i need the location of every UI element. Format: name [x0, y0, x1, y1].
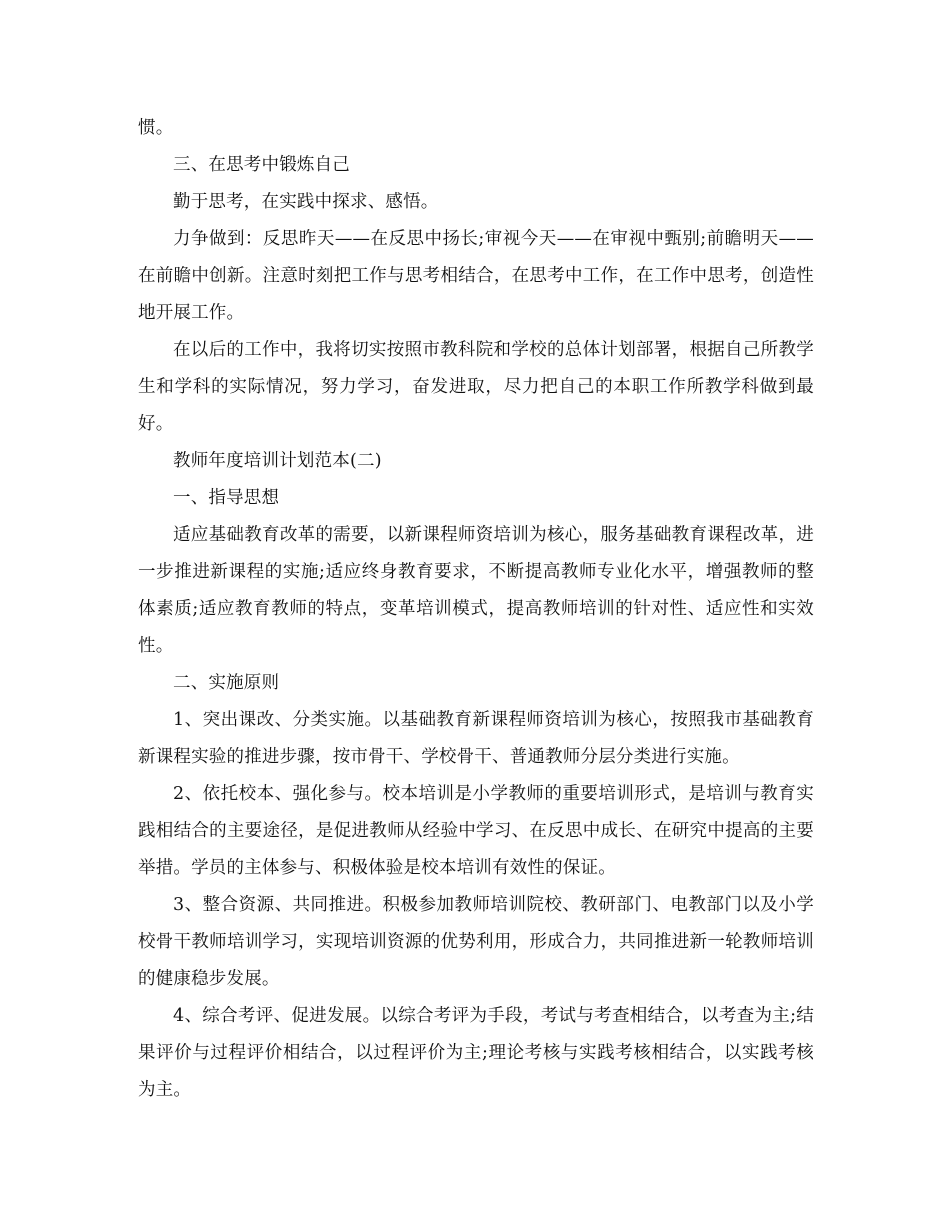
- paragraph: 力争做到：反思昨天——在反思中扬长;审视今天——在审视中甄别;前瞻明天——在前瞻中创新。注意时刻把工作与思考相结合，在思考中工作，在工作中思考，创造性地开展工作。: [138, 229, 814, 323]
- paragraph: 1、突出课改、分类实施。以基础教育新课程师资培训为核心，按照我市基础教育新课程实验的推进步骤，按市骨干、学校骨干、普通教师分层分类进行实施。: [138, 710, 814, 767]
- paragraph: 适应基础教育改革的需要，以新课程师资培训为核心，服务基础教育课程改革，进一步推进新课程的实施;适应终身教育要求，不断提高教师专业化水平，增强教师的整体素质;适应教育教师的特点，变革培训模式，提高教师培训的针对性、适应性和实效性。: [138, 525, 814, 656]
- document-page: [138, 110, 814, 1109]
- paragraph: 4、综合考评、促进发展。以综合考评为手段，考试与考查相结合，以考查为主;结果评价与过程评价相结合，以过程评价为主;理论考核与实践考核相结合，以实践考核为主。: [138, 1006, 814, 1100]
- paragraph: 在以后的工作中，我将切实按照市教科院和学校的总体计划部署，根据自己所教学生和学科的实际情况，努力学习，奋发进取，尽力把自己的本职工作所教学科做到最好。: [138, 340, 814, 434]
- section-heading: 三、在思考中锻炼自己: [173, 155, 350, 175]
- paragraph: 2、依托校本、强化参与。校本培训是小学教师的重要培训形式，是培训与教育实践相结合的主要途径，是促进教师从经验中学习、在反思中成长、在研究中提高的主要举措。学员的主体参与、积极体验是校本培训有效性的保证。: [138, 784, 814, 878]
- section-heading: 二、实施原则: [173, 673, 280, 693]
- section-heading: 一、指导思想: [173, 488, 280, 508]
- document-subtitle: 教师年度培训计划范本(二): [173, 451, 382, 471]
- paragraph: 勤于思考，在实践中探求、感悟。: [173, 192, 439, 212]
- paragraph: 惯。: [138, 118, 174, 138]
- paragraph: 3、整合资源、共同推进。积极参加教师培训院校、教研部门、电教部门以及小学校骨干教师培训学习，实现培训资源的优势利用，形成合力，共同推进新一轮教师培训的健康稳步发展。: [138, 895, 814, 989]
